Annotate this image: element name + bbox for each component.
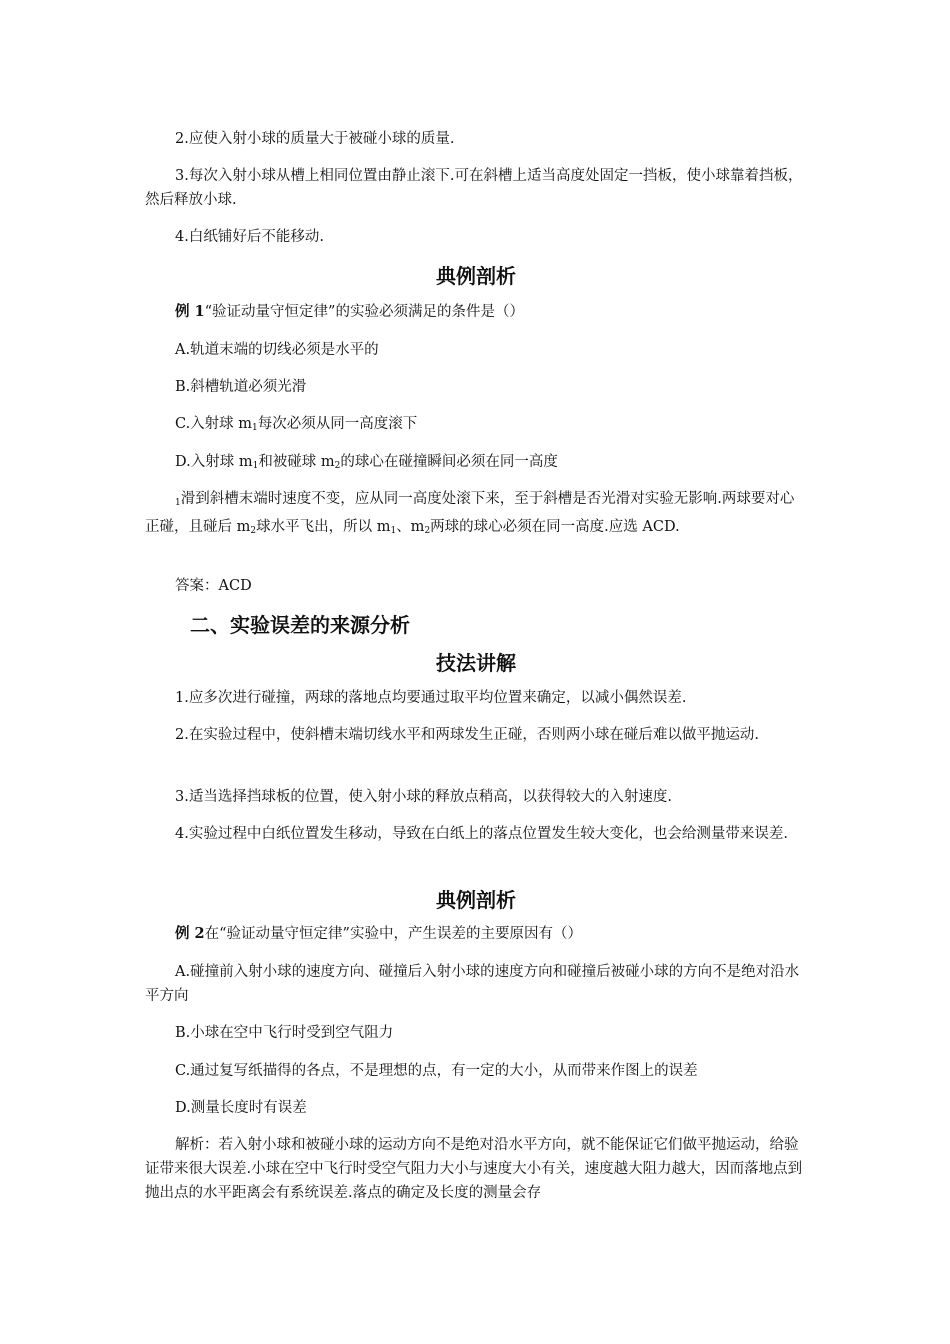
option-d-text-end: 的球心在碰撞瞬间必须在同一高度: [340, 454, 558, 470]
subscript: 1: [390, 526, 397, 536]
precaution-item-3: 3.每次入射小球从槽上相同位置由静止滚下.可在斜槽上适当高度处固定一挡板，使小球靠着挡板，然后释放小球.: [145, 168, 803, 208]
option-c-text-end: 每次必须从同一高度滚下: [257, 416, 418, 432]
analysis-text: 球水平飞出，所以 m: [256, 519, 391, 535]
analysis-text: 、m: [396, 519, 425, 535]
example-1-label: 例 1: [175, 303, 205, 320]
error-item-2: 2.在实验过程中，使斜槽末端切线水平和两球发生正碰，否则两小球在碰后难以做平抛运动.: [175, 727, 759, 743]
example-2-option-a: A.碰撞前入射小球的速度方向、碰撞后入射小球的速度方向和碰撞后被碰小球的方向不是绝对沿水平方向: [145, 964, 800, 1004]
example-2-question: [145, 922, 807, 946]
subscript: 2: [424, 526, 431, 536]
error-item-1: 1.应多次进行碰撞，两球的落地点均要通过取平均位置来确定，以减小偶然误差.: [175, 690, 687, 706]
technique-heading: 技法讲解: [436, 651, 516, 675]
option-d-text: D.入射球 m: [175, 454, 253, 470]
example-1-question: [145, 300, 807, 324]
example-1-answer: 答案：ACD: [175, 578, 252, 594]
example-1-option-c: [145, 412, 807, 440]
option-d-text-mid: 和被碰球 m: [258, 454, 335, 470]
example-2-question-text: 在“验证动量守恒定律”实验中，产生误差的主要原因有（）: [204, 926, 582, 942]
example-1-question-text: “验证动量守恒定律”的实验必须满足的条件是（）: [204, 304, 524, 320]
analysis-text: 滑到斜槽末端时速度不变，应从同一高度处滚下来，至于斜槽是否光滑对实验无影响.两球要对心正碰，且碰后 m: [145, 491, 795, 535]
example-1-option-b: B.斜槽轨道必须光滑: [175, 379, 307, 395]
analysis-text: 两球的球心必须在同一高度.应选 ACD.: [430, 519, 680, 535]
example-1-option-d: [145, 450, 807, 478]
example-2-option-c: C.通过复写纸描得的各点，不是理想的点，有一定的大小，从而带来作图上的误差: [175, 1063, 698, 1079]
example-2-label: 例 2: [175, 925, 205, 942]
subscript: 2: [334, 461, 341, 471]
example-heading-2: 典例剖析: [436, 888, 516, 912]
precaution-item-2: 2.应使入射小球的质量大于被碰小球的质量.: [175, 131, 455, 147]
error-item-3: 3.适当选择挡球板的位置，使入射小球的释放点稍高，以获得较大的入射速度.: [175, 789, 672, 805]
example-2-analysis: 解析：若入射小球和被碰小球的运动方向不是绝对沿水平方向，就不能保证它们做平抛运动，给验证带来很大误差.小球在空中飞行时受空气阻力大小与速度大小有关，速度越大阻力越大，因而落地点到抛出点的水平距离会有系统误差.落点的确定及长度的测量会存: [145, 1137, 803, 1201]
example-1-option-a: A.轨道末端的切线必须是水平的: [175, 342, 379, 358]
example-2-option-d: D.测量长度时有误差: [175, 1100, 307, 1116]
subscript: 1: [252, 461, 259, 471]
error-item-4: 4.实验过程中白纸位置发生移动，导致在白纸上的落点位置发生较大变化，也会给测量带来误差.: [175, 826, 788, 842]
example-1-analysis: [145, 487, 807, 543]
option-c-text: C.入射球 m: [175, 416, 253, 432]
subscript: 1: [252, 423, 258, 433]
example-2-option-b: B.小球在空中飞行时受到空气阻力: [175, 1025, 394, 1041]
section-2-title: 二、实验误差的来源分析: [190, 613, 410, 637]
subscript: 2: [250, 526, 257, 536]
example-heading-1: 典例剖析: [436, 264, 516, 288]
precaution-item-4: 4.白纸铺好后不能移动.: [175, 229, 324, 245]
subscript: 1: [175, 498, 181, 508]
